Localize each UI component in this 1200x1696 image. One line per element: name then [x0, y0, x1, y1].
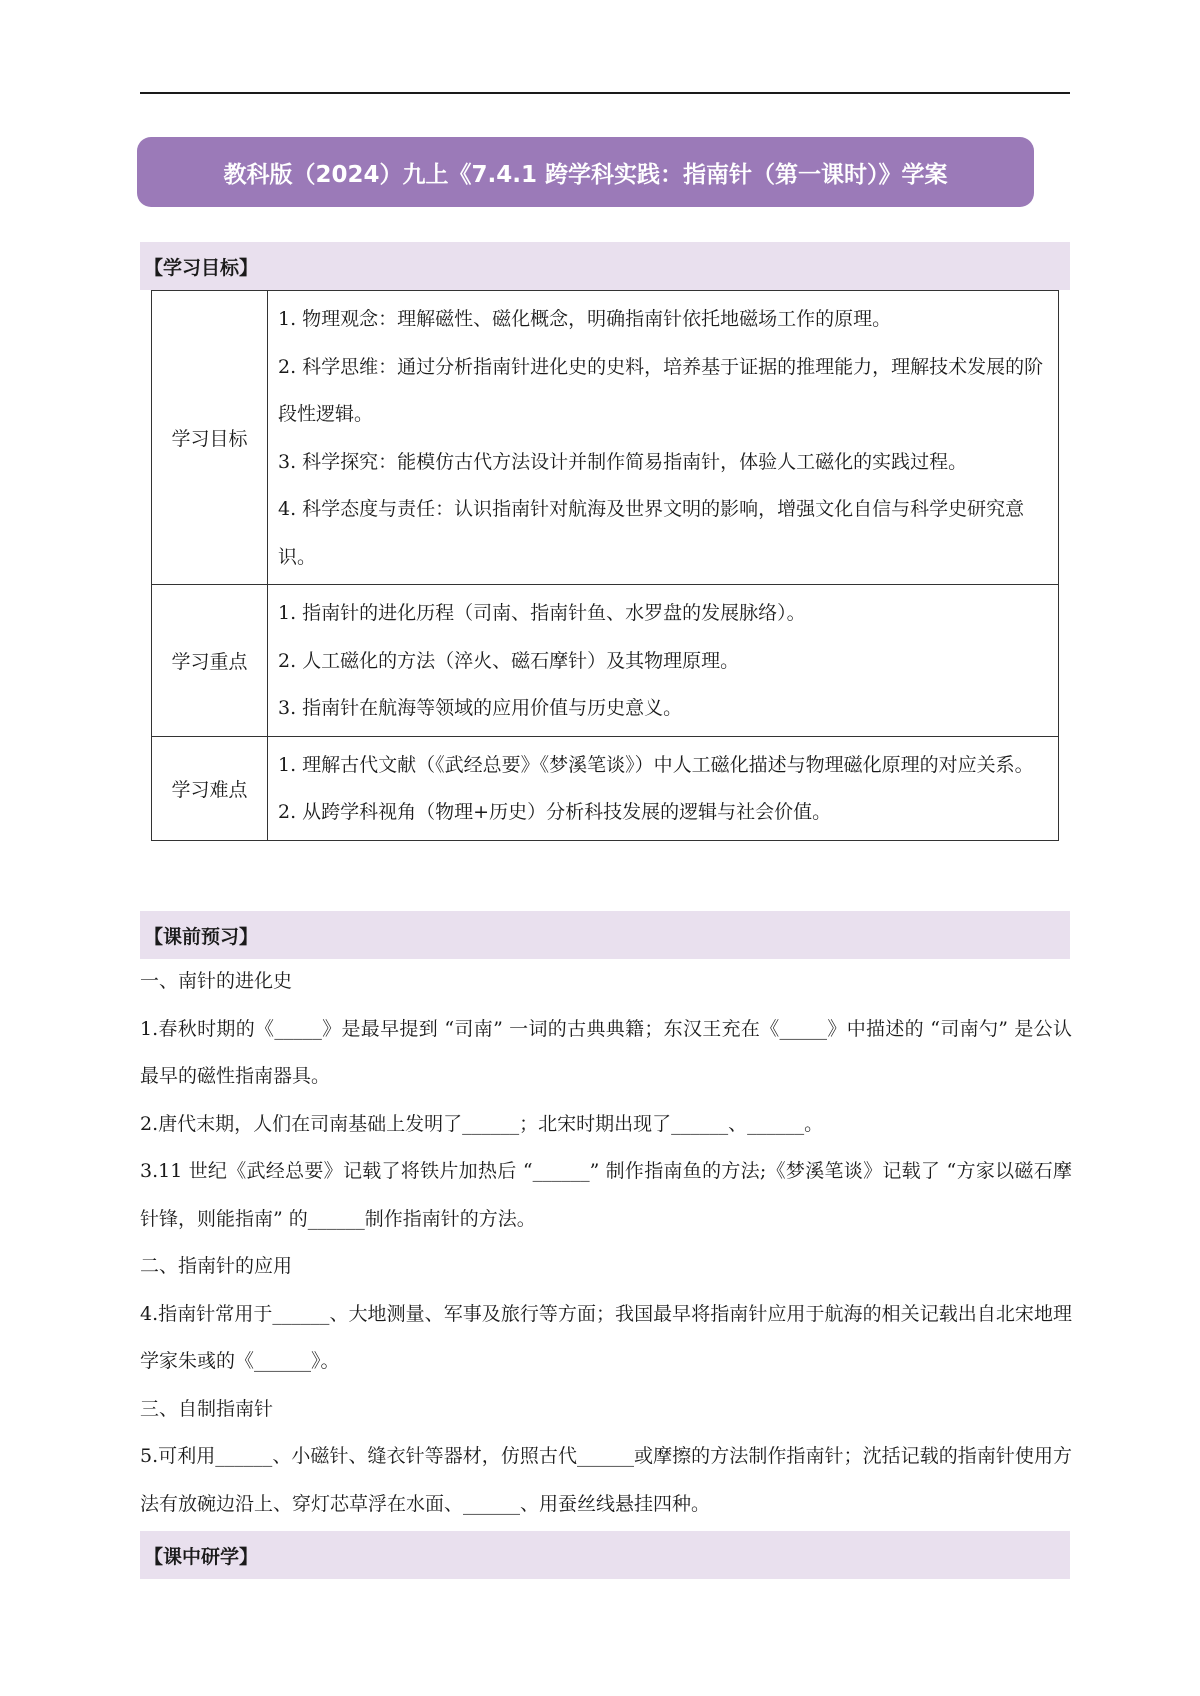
table-row — [152, 736, 1059, 840]
row-content — [268, 291, 1059, 585]
table-row — [152, 585, 1059, 737]
list-item: 2. 人工磁化的方法（淬火、磁石摩针）及其物理原理。 — [278, 649, 740, 672]
row-label: 学习重点 — [152, 585, 268, 737]
section-heading-objectives: 【学习目标】 — [140, 242, 1070, 290]
document-title: 教科版（2024）九上《7.4.1 跨学科实践：指南针（第一课时）》学案 — [137, 137, 1034, 207]
question-4: 4.指南针常用于______、大地测量、军事及旅行等方面；我国最早将指南针应用于航海的相关记载出自北宋地理学家朱彧的《______》。 — [140, 1302, 1072, 1372]
table-row — [152, 291, 1059, 585]
list-item: 3. 指南针在航海等领域的应用价值与历史意义。 — [278, 697, 683, 719]
top-rule — [140, 92, 1070, 94]
row-label: 学习难点 — [152, 736, 268, 840]
list-item: 4. 科学态度与责任：认识指南针对航海及世界文明的影响，增强文化自信与科学史研究意识。 — [278, 498, 1025, 568]
list-item: 1. 物理观念：理解磁性、磁化概念，明确指南针依托地磁场工作的原理。 — [278, 308, 892, 330]
row-content — [268, 736, 1059, 840]
list-item: 1. 理解古代文献（《武经总要》《梦溪笔谈》）中人工磁化描述与物理磁化原理的对应关系。 — [278, 753, 1034, 776]
subheading-application: 二、指南针的应用 — [140, 1255, 293, 1277]
preview-body — [140, 958, 1072, 1528]
row-label: 学习目标 — [152, 291, 268, 585]
question-3: 3.11 世纪《武经总要》记载了将铁片加热后 “______” 制作指南鱼的方法;《梦溪笔谈》记载了 “方家以磁石摩针锋，则能指南” 的______制作指南针的方法。 — [140, 1160, 1072, 1230]
objectives-table — [151, 290, 1059, 841]
question-2: 2.唐代末期，人们在司南基础上发明了______；北宋时期出现了______、______。 — [140, 1112, 824, 1135]
list-item: 2. 科学思维：通过分析指南针进化史的史料，培养基于证据的推理能力，理解技术发展的阶段性逻辑。 — [278, 355, 1044, 425]
section-heading-inclass: 【课中研学】 — [140, 1531, 1070, 1579]
section-heading-preview: 【课前预习】 — [140, 911, 1070, 959]
list-item: 1. 指南针的进化历程（司南、指南针鱼、水罗盘的发展脉络）。 — [278, 602, 806, 624]
subheading-evolution: 一、南针的进化史 — [140, 970, 293, 992]
question-1: 1.春秋时期的《_____》是最早提到 “司南” 一词的古典典籍；东汉王充在《_____》中描述的 “司南勺” 是公认最早的磁性指南器具。 — [140, 1017, 1072, 1087]
row-content — [268, 585, 1059, 737]
subheading-diy: 三、自制指南针 — [140, 1397, 274, 1420]
question-5: 5.可利用______、小磁针、缝衣针等器材，仿照古代______或摩擦的方法制作指南针；沈括记载的指南针使用方法有放碗边沿上、穿灯芯草浮在水面、______、用蚕丝线悬挂四种。 — [140, 1445, 1072, 1515]
list-item: 2. 从跨学科视角（物理+历史）分析科技发展的逻辑与社会价值。 — [278, 801, 832, 823]
list-item: 3. 科学探究：能模仿古代方法设计并制作简易指南针，体验人工磁化的实践过程。 — [278, 450, 968, 473]
